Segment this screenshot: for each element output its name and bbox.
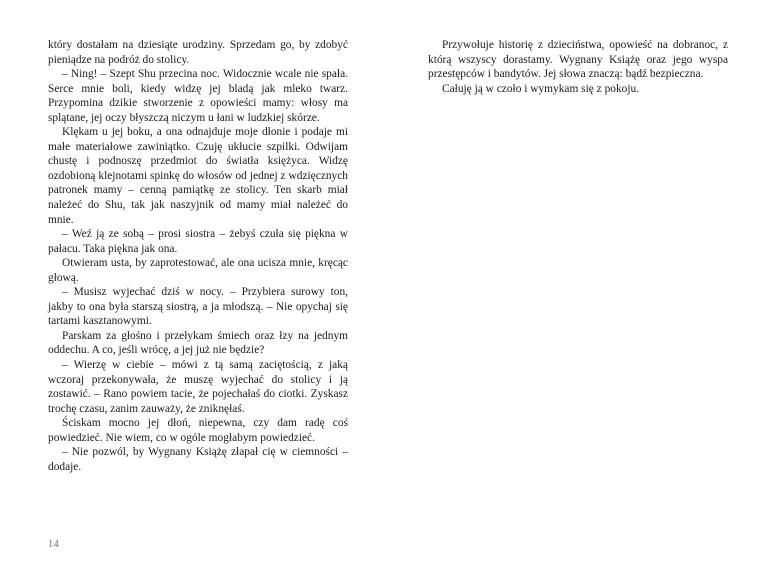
paragraph: – Weź ją ze sobą – prosi siostra – żebyś czuła się piękna w pałacu. Taka piękna jak ona. <box>48 228 348 255</box>
paragraph: Parskam za głośno i przełykam śmiech oraz łzy na jednym oddechu. A co, jeśli wrócę, a jej już nie będzie? <box>48 329 348 357</box>
paragraph: – Ning! – Szept Shu przecina noc. Widocznie wcale nie spała. Serce mnie boli, kiedy widzę jej bladą jak mleko twarz. Przypomina dzikie stworzenie z opowieści mamy: włosy ma splątane, jej oczy błyszczą niczym u łani w ludzkiej skórze. <box>48 68 348 124</box>
page-number: 14 <box>48 539 60 550</box>
paragraph: Otwieram usta, by zaprotestować, ale ona ucisza mnie, kręcąc głową. <box>48 257 348 284</box>
paragraph: który dostałam na dziesiąte urodziny. Sprzedam go, by zdobyć pieniądze na podróż do stolicy. <box>48 39 348 66</box>
paragraph: – Wierzę w ciebie – mówi z tą samą zaciętością, z jaką wczoraj przekonywała, że muszę wyjechać do stolicy i ją zostawić. – Rano powiem tacie, że pojechałaś do ciotki. Zyskasz trochę czasu, zanim zauważy, że zniknęłaś. <box>48 359 348 415</box>
left-page-text-block <box>48 38 348 474</box>
right-page-text-block <box>428 38 728 96</box>
right-page <box>380 0 760 578</box>
paragraph: Całuję ją w czoło i wymykam się z pokoju. <box>442 82 640 95</box>
paragraph: Ściskam mocno jej dłoń, niepewna, czy dam radę coś powiedzieć. Nie wiem, co w ogóle mogłabym powiedzieć. <box>48 417 348 444</box>
paragraph: – Nie pozwól, by Wygnany Książę złapał cię w ciemności – dodaje. <box>48 446 348 473</box>
paragraph: Klękam u jej boku, a ona odnajduje moje dłonie i podaje mi małe materiałowe zawiniątko. Czuję ukłucie szpilki. Odwijam chustę i podnoszę przedmiot do światła księżyca. Widzę ozdobioną klejnotami spinkę do włosów od jednej z wdzięcznych patronek mamy – cenną pamiątkę ze stolicy. Ten skarb miał należeć do Shu, tak jak naszyjnik od mamy miał należeć do mnie. <box>48 126 348 226</box>
paragraph: Przywołuje historię z dzieciństwa, opowieść na dobranoc, z którą wszyscy dorastamy. Wygnany Książę oraz jego wyspa przestępców i bandytów. Jej słowa znaczą: bądź bezpieczna. <box>428 39 728 81</box>
paragraph: – Musisz wyjechać dziś w nocy. – Przybiera surowy ton, jakby to ona była starszą siostrą, a ja młodszą. – Nie opychaj się tartami kasztanowymi. <box>48 286 348 328</box>
